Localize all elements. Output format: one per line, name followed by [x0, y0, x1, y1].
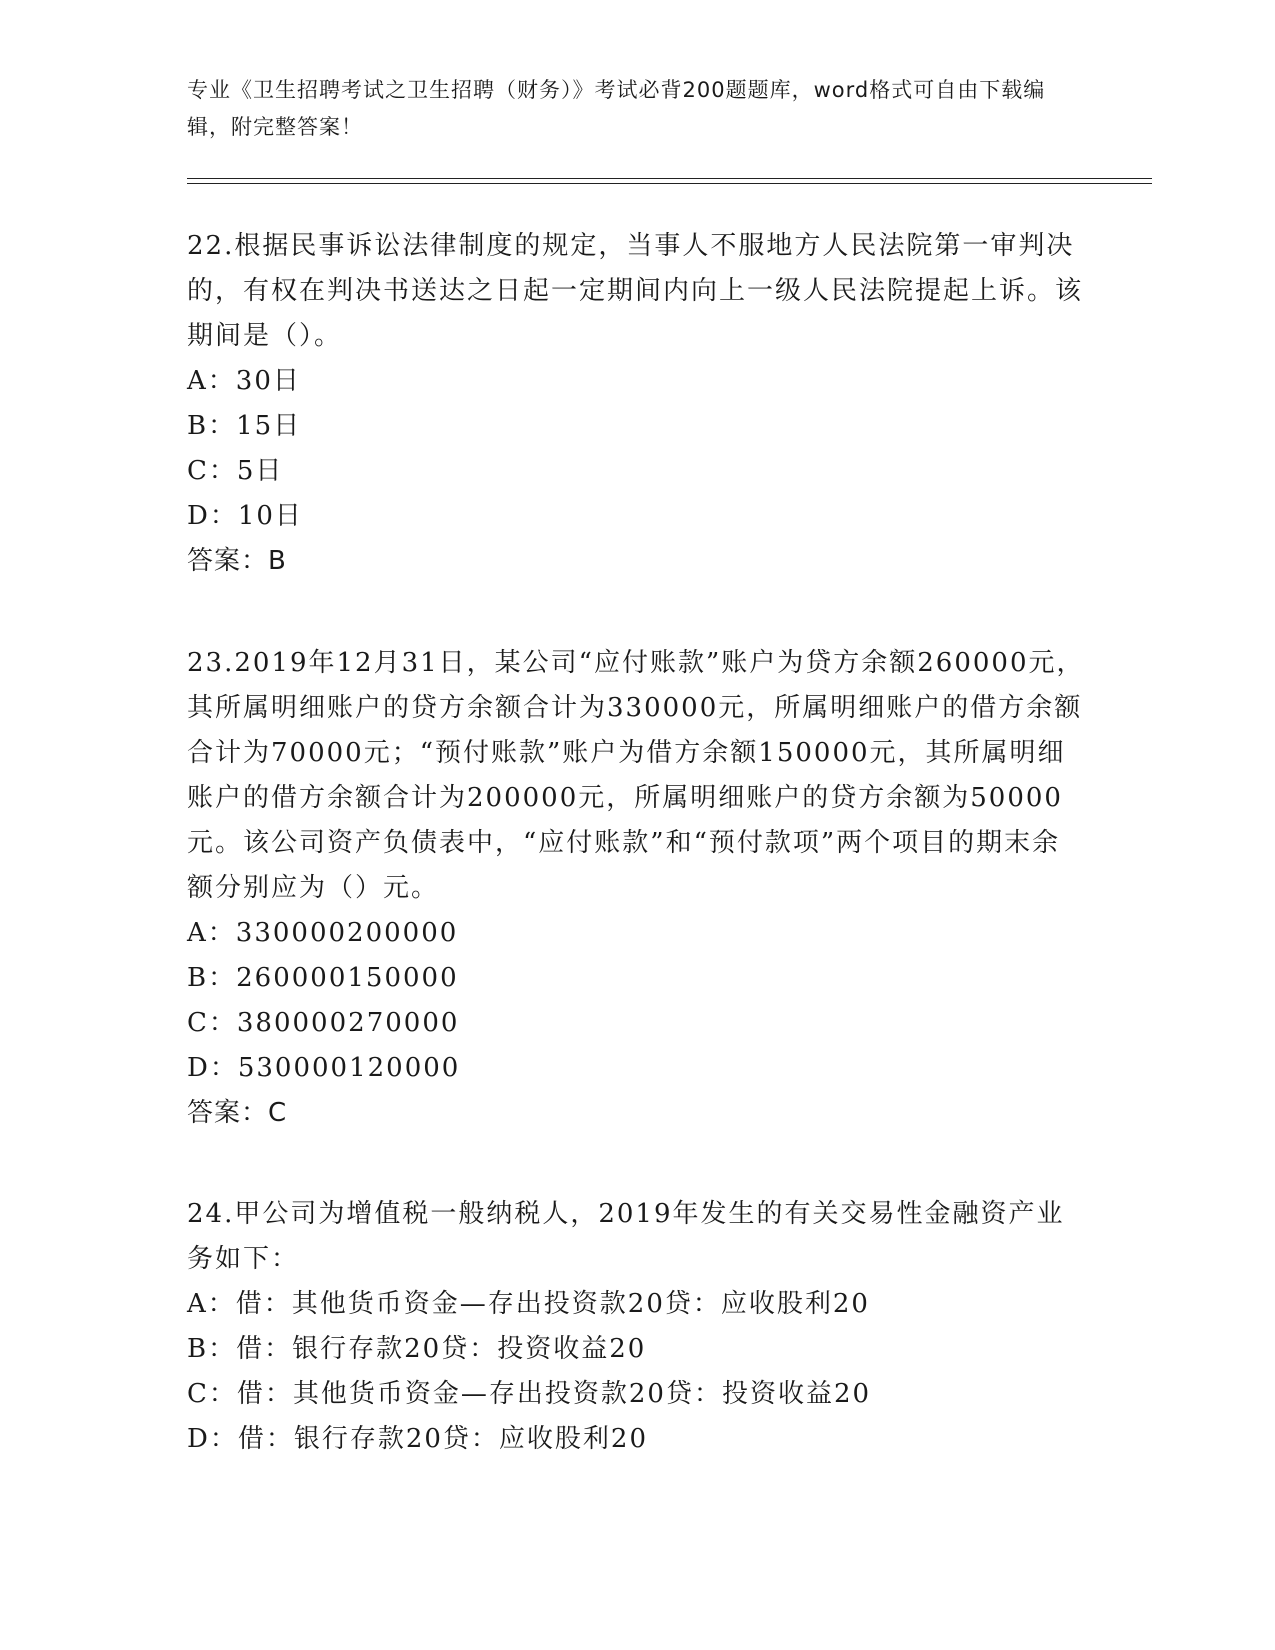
question-stem: 22.根据民事诉讼法律制度的规定，当事人不服地方人民法院第一审判决的，有权在判决书送达之日起一定期间内向上一级人民法院提起上诉。该期间是（）。: [187, 231, 1084, 351]
option-c: C：5日: [187, 456, 284, 486]
option-d: D：10日: [187, 501, 303, 531]
question-24: [187, 1192, 1087, 1462]
option-b: B：借：银行存款20贷：投资收益20: [187, 1334, 647, 1364]
header-divider-bottom: [187, 183, 1152, 184]
document-header: [187, 72, 1067, 146]
option-d: D：借：银行存款20贷：应收股利20: [187, 1424, 649, 1454]
option-c: C：380000270000: [187, 1008, 460, 1038]
answer: 答案：B: [187, 546, 287, 576]
option-d: D：530000120000: [187, 1053, 461, 1083]
header-text: 专业《卫生招聘考试之卫生招聘（财务）》考试必背200题题库，word格式可自由下载编辑，附完整答案！: [187, 78, 1046, 139]
question-stem: 24.甲公司为增值税一般纳税人，2019年发生的有关交易性金融资产业务如下：: [187, 1199, 1065, 1274]
answer: 答案：C: [187, 1098, 288, 1128]
header-divider-top: [187, 178, 1152, 179]
option-b: B：15日: [187, 411, 302, 441]
option-c: C：借：其他货币资金—存出投资款20贷：投资收益20: [187, 1379, 872, 1409]
option-a: A：30日: [187, 366, 301, 396]
option-a: A：330000200000: [187, 918, 459, 948]
option-a: A：借：其他货币资金—存出投资款20贷：应收股利20: [187, 1289, 870, 1319]
question-stem: 23.2019年12月31日，某公司“应付账款”账户为贷方余额260000元，其所属明细账户的贷方余额合计为330000元，所属明细账户的借方余额合计为70000元；“预付账款”账户为借方余额150000元，其所属明细账户的借方余额合计为200000元，所属明细账户的贷方余额为50000元。该公司资产负债表中，“应付账款”和“预付款项”两个项目的期末余额分别应为（）元。: [187, 648, 1085, 903]
question-22: [187, 224, 1087, 584]
question-23: [187, 641, 1087, 1136]
option-b: B：260000150000: [187, 963, 459, 993]
